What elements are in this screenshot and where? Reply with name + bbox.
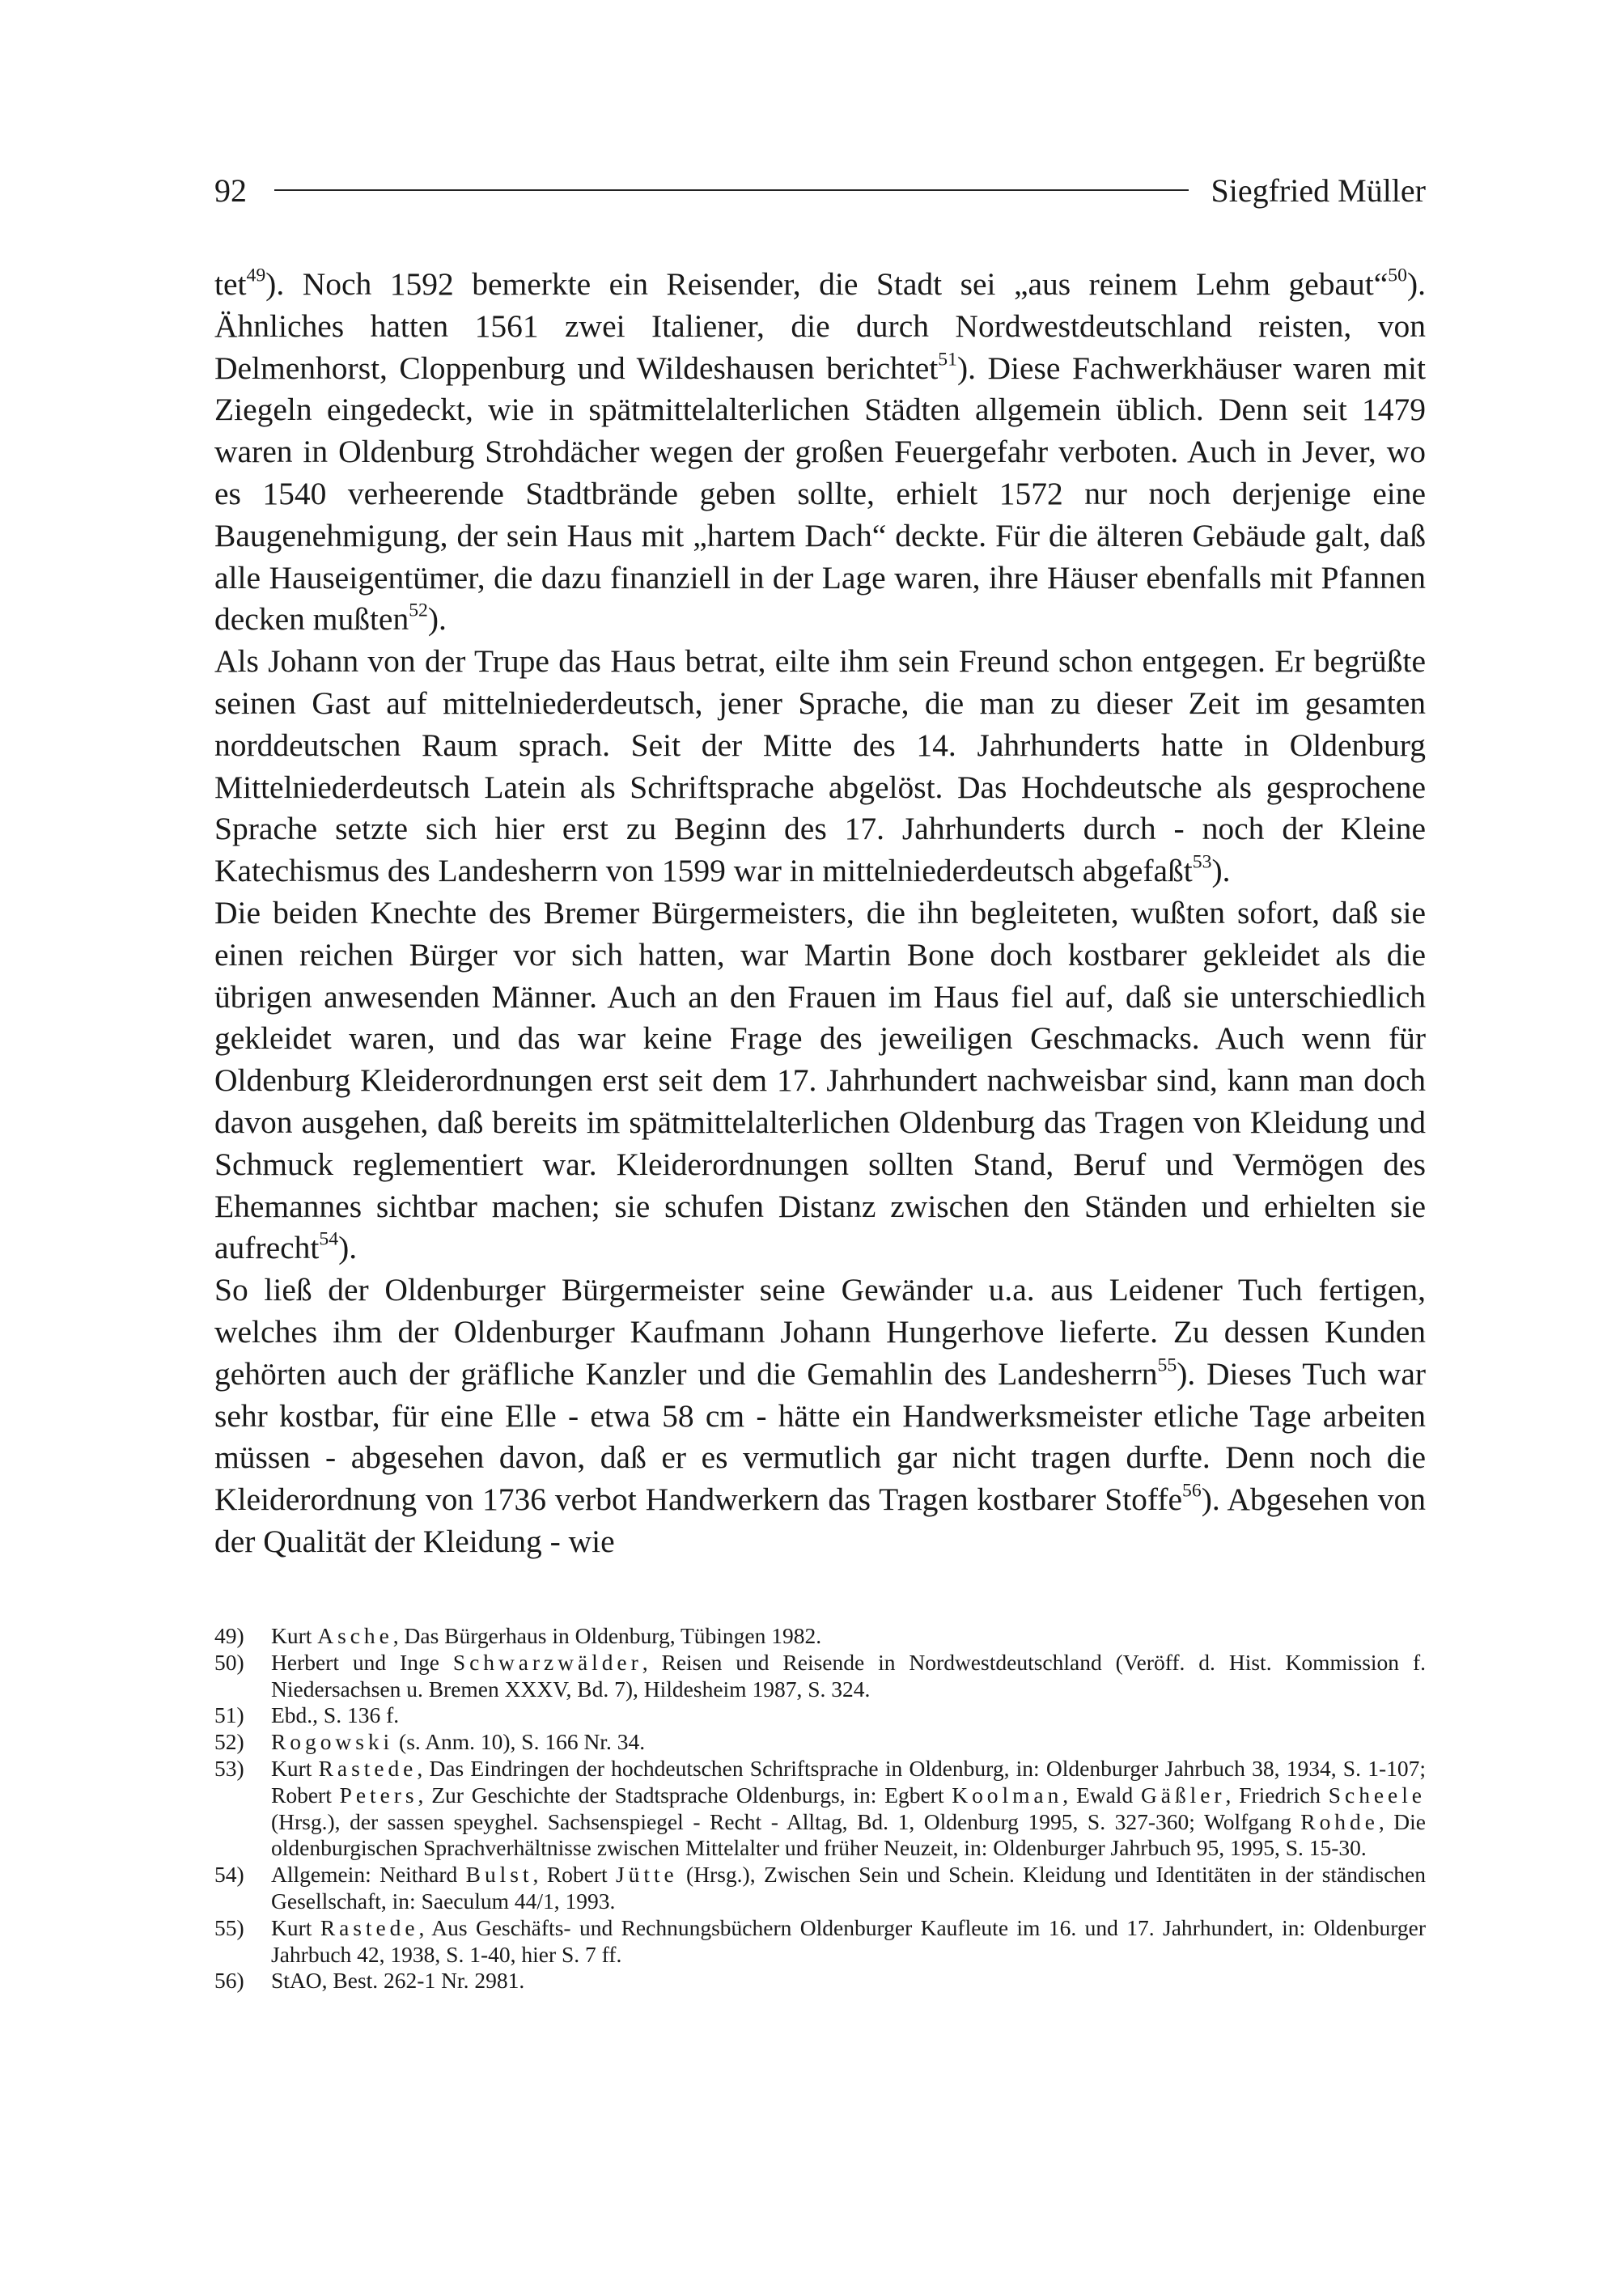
text-run: Herbert und Inge <box>271 1649 453 1675</box>
text-run: ). Noch 1592 bemerkte ein Reisender, die Stadt sei „aus reinem Lehm gebaut“ <box>265 266 1389 302</box>
author-surname: Schwarzwälder <box>452 1649 642 1675</box>
footnote-reference: 55 <box>1157 1354 1177 1376</box>
text-run: , Das Eindringen der hochdeutschen Schriftsprache in Oldenburg, in: Oldenburger Jahrbuch 38, 1934, S. 1-107; Robert <box>271 1755 1426 1808</box>
footnote-number: 56) <box>214 1968 244 1994</box>
footnote-number: 53) <box>214 1755 244 1781</box>
footnote <box>214 1756 1426 1862</box>
footnote-text <box>271 1702 1426 1729</box>
author-surname: Koolman <box>952 1782 1063 1808</box>
text-run: Kurt <box>271 1914 320 1940</box>
running-header-author: Siegfried Müller <box>1211 172 1426 209</box>
text-run: , Zur Geschichte der Stadtsprache Oldenburgs, in: Egbert <box>418 1782 952 1808</box>
footnote-text <box>271 1623 1426 1650</box>
footnote-number: 52) <box>214 1729 244 1755</box>
text-run: Allgemein: Neithard <box>271 1862 466 1888</box>
author-surname: Bulst <box>465 1862 533 1888</box>
footnote-reference: 52 <box>409 600 428 621</box>
footnote-number: 54) <box>214 1862 244 1888</box>
author-surname: Rastede <box>320 1914 419 1940</box>
footnote <box>214 1729 1426 1756</box>
text-run: , Reisen und Reisende in Nordwestdeutschland (Veröff. d. Hist. Kommission f. Niedersachsen u. Bremen XXXV, Bd. 7), Hildesheim 1987, S. 324. <box>271 1649 1427 1702</box>
text-run: , Aus Geschäfts- und Rechnungsbüchern Oldenburger Kaufleute im 16. und 17. Jahrhundert, in: Oldenburger Jahrbuch 42, 1938, S. 1-40, hier S. 7 ff. <box>271 1914 1426 1967</box>
footnote-reference: 50 <box>1388 265 1407 286</box>
footnote-reference: 51 <box>938 349 957 371</box>
author-surname: Gäßler <box>1141 1782 1226 1808</box>
text-run: ). <box>427 601 447 638</box>
author-surname: Rohde <box>1300 1808 1379 1834</box>
footnote-reference: 49 <box>246 265 266 286</box>
page-number: 92 <box>214 172 247 209</box>
text-run: , Robert <box>532 1862 616 1888</box>
text-run: Als Johann von der Trupe das Haus betrat, eilte ihm sein Freund schon entgegen. Er begrüßte seinen Gast auf mittelniederdeutsch, jener Sprache, die man zu dieser Zeit im gesamten norddeutschen Raum sprach. Seit der Mitte des 14. Jahrhunderts hatte in Oldenburg Mittelniederdeutsch Latein als Schriftsprache abgelöst. Das Hochdeutsche als gesprochene Sprache setzte sich hier erst zu Beginn des 17. Jahrhunderts durch - noch der Kleine Katechismus des Landesherrn von 1599 war in mittelniederdeutsch abgefaßt <box>214 643 1426 889</box>
footnote <box>214 1650 1426 1703</box>
author-surname: Jütte <box>615 1862 678 1888</box>
text-run: , Das Bürgerhaus in Oldenburg, Tübingen 1982. <box>392 1623 822 1648</box>
text-run: Kurt <box>271 1755 319 1781</box>
running-header <box>214 166 1426 214</box>
footnote-text <box>271 1862 1426 1915</box>
author-surname: Peters <box>339 1782 418 1808</box>
text-run: tet <box>214 266 247 302</box>
text-run: (s. Anm. 10), S. 166 Nr. 34. <box>393 1729 646 1755</box>
text-run: , Friedrich <box>1225 1782 1329 1808</box>
footnote-text <box>271 1729 1426 1756</box>
author-surname: Rastede <box>318 1755 418 1781</box>
footnote-number: 55) <box>214 1914 244 1940</box>
body-paragraph <box>214 1269 1426 1563</box>
text-run: Die beiden Knechte des Bremer Bürgermeisters, die ihn begleiteten, wußten sofort, daß sie einen reichen Bürger vor sich hatten, war Martin Bone doch kostbarer gekleidet als die übrigen anwesenden Männer. Auch an den Frauen im Haus fiel auf, daß sie unterschiedlich gekleidet waren, und das war keine Frage des jeweiligen Geschmacks. Auch wenn für Oldenburg Kleiderordnungen erst seit dem 17. Jahrhundert nachweisbar sind, kann man doch davon ausgehen, daß bereits im spätmittelalterlichen Oldenburg das Tragen von Kleidung und Schmuck reglementiert war. Kleiderordnungen sollten Stand, Beruf und Vermögen des Ehemannes sichtbar machen; sie schufen Distanz zwischen den Ständen und erhielten sie aufrecht <box>214 894 1426 1266</box>
footnote-number: 51) <box>214 1702 244 1728</box>
body-paragraph <box>214 641 1426 892</box>
text-run: (Hrsg.), der sassen speyghel. Sachsenspiegel - Recht - Alltag, Bd. 1, Oldenburg 1995, S. 327-360; Wolfgang <box>271 1808 1301 1834</box>
text-run: Kurt <box>271 1623 318 1648</box>
text-run: ). <box>338 1230 358 1266</box>
text-run: StAO, Best. 262-1 Nr. 2981. <box>271 1968 525 1994</box>
footnote <box>214 1968 1426 1994</box>
footnote-number: 50) <box>214 1649 244 1675</box>
footnote-text <box>271 1650 1426 1703</box>
footnote <box>214 1915 1426 1969</box>
footnote-reference: 53 <box>1192 851 1212 873</box>
footnote-text <box>271 1756 1426 1862</box>
footnote-reference: 56 <box>1182 1480 1202 1502</box>
footnote <box>214 1862 1426 1915</box>
footnote <box>214 1702 1426 1729</box>
footnote <box>214 1623 1426 1650</box>
header-rule <box>274 189 1189 191</box>
footnote-reference: 54 <box>319 1228 339 1250</box>
body-text <box>214 264 1426 1563</box>
author-surname: Asche <box>317 1623 393 1648</box>
text-run: (Hrsg.), Zwischen Sein und Schein. Kleidung und Identitäten in der ständischen Gesellschaft, in: Saeculum 44/1, 1993. <box>271 1862 1427 1914</box>
text-run: Ebd., S. 136 f. <box>271 1702 400 1728</box>
text-run: , Ewald <box>1062 1782 1141 1808</box>
text-run: , Die oldenburgischen Sprachverhältnisse zwischen Mittelalter und früher Neuzeit, in: Oldenburger Jahrbuch 95, 1995, S. 15-30. <box>271 1808 1426 1861</box>
footnote-number: 49) <box>214 1623 244 1648</box>
text-run: ). Diese Fachwerkhäuser waren mit Ziegeln eingedeckt, wie in spätmittelalterlichen Städten allgemein üblich. Denn seit 1479 waren in Oldenburg Strohdächer wegen der großen Feuergefahr verboten. Auch in Jever, wo es 1540 verheerende Stadtbrände geben sollte, erhielt 1572 nur noch derjenige eine Baugenehmigung, der sein Haus mit „hartem Dach“ deckte. Für die älteren Gebäude galt, daß alle Hauseigentümer, die dazu finanziell in der Lage waren, ihre Häuser ebenfalls mit Pfannen decken mußten <box>214 350 1426 638</box>
footnote-text <box>271 1915 1426 1969</box>
footnotes <box>214 1623 1426 1994</box>
text-run: ). Abgesehen von der Qualität der Kleidung - wie <box>214 1481 1426 1559</box>
body-paragraph <box>214 264 1426 641</box>
author-surname: Scheele <box>1328 1782 1426 1808</box>
body-paragraph <box>214 892 1426 1269</box>
author-surname: Rogowski <box>271 1729 394 1755</box>
footnote-text <box>271 1968 1426 1994</box>
text-run: So ließ der Oldenburger Bürgermeister seine Gewänder u.a. aus Leidener Tuch fertigen, welches ihm der Oldenburger Kaufmann Johann Hungerhove lieferte. Zu dessen Kunden gehörten auch der gräfliche Kanzler und die Gemahlin des Landesherrn <box>214 1272 1426 1392</box>
text-run: ). Dieses Tuch war sehr kostbar, für eine Elle - etwa 58 cm - hätte ein Handwerksmeister etliche Tage arbeiten müssen - abgesehen davon, daß er es vermutlich gar nicht tragen durfte. Denn noch die Kleiderordnung von 1736 verbot Handwerkern das Tragen kostbarer Stoffe <box>214 1355 1427 1518</box>
text-run: ). <box>1211 853 1231 889</box>
text-run: ). Ähnliches hatten 1561 zwei Italiener, die durch Nordwestdeutschland reisten, von Delmenhorst, Cloppenburg und Wildeshausen berichtet <box>214 266 1426 386</box>
